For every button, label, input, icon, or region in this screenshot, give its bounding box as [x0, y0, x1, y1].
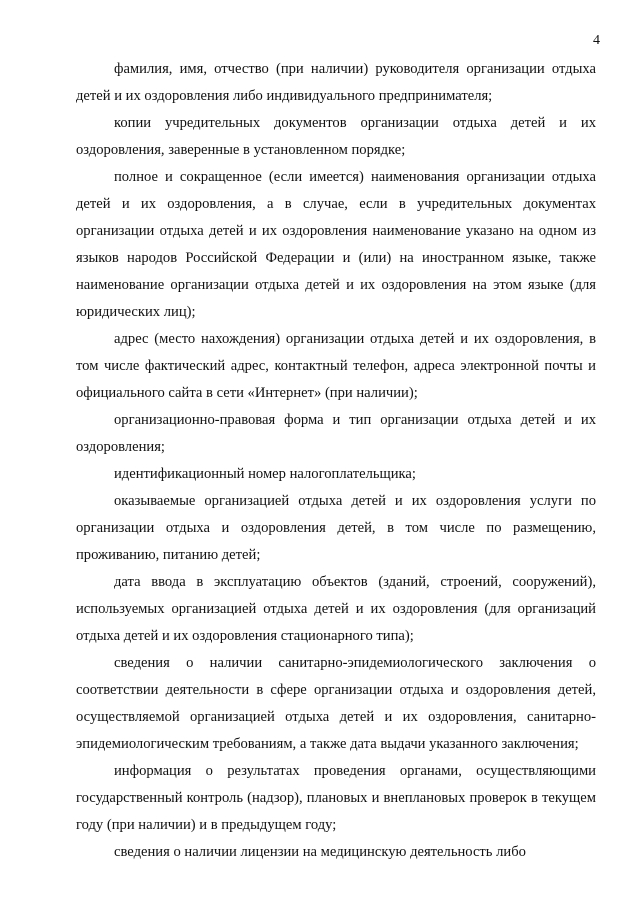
- paragraph-address-contacts: адрес (место нахождения) организации отдыха детей и их оздоровления, в том числе фактический адрес, контактный телефон, адреса электронной почты и официального сайта в сети «Интернет» (при наличии);: [76, 331, 596, 401]
- paragraph-medical-license: сведения о наличии лицензии на медицинскую деятельность либо: [114, 844, 526, 860]
- paragraph-organization-names: полное и сокращенное (если имеется) наименования организации отдыха детей и их оздоровления, а в случае, если в учредительных документах организации отдыха детей и их оздоровления наименование указано на одном из языков народов Российской Федерации и (или) на иностранном языке, также наименование организации отдыха детей и их оздоровления на этом языке (для юридических лиц);: [76, 169, 596, 320]
- page-number: 4: [593, 33, 600, 48]
- paragraph-tax-id: идентификационный номер налогоплательщика;: [114, 466, 416, 482]
- paragraph-inspection-results: информация о результатах проведения органами, осуществляющими государственный контроль (надзор), плановых и внеплановых проверок в текущем году (при наличии) и в предыдущем году;: [76, 763, 596, 833]
- paragraph-sanitary-conclusion: сведения о наличии санитарно-эпидемиологического заключения о соответствии деятельности в сфере организации отдыха и оздоровления детей, осуществляемой организацией отдыха детей и их оздоровления, санитарно-эпидемиологическим требованиям, а также дата выдачи указанного заключения;: [76, 655, 596, 752]
- paragraph-director-name: фамилия, имя, отчество (при наличии) руководителя организации отдыха детей и их оздоровления либо индивидуального предпринимателя;: [76, 61, 596, 104]
- document-body: [76, 56, 596, 866]
- paragraph-services: оказываемые организацией отдыха детей и их оздоровления услуги по организации отдыха и оздоровления детей, в том числе по размещению, проживанию, питанию детей;: [76, 493, 596, 563]
- paragraph-founding-documents: копии учредительных документов организации отдыха детей и их оздоровления, заверенные в установленном порядке;: [76, 115, 596, 158]
- paragraph-commissioning-date: дата ввода в эксплуатацию объектов (зданий, строений, сооружений), используемых организацией отдыха детей и их оздоровления (для организаций отдыха детей и их оздоровления стационарного типа);: [76, 574, 596, 644]
- paragraph-legal-form: организационно-правовая форма и тип организации отдыха детей и их оздоровления;: [76, 412, 596, 455]
